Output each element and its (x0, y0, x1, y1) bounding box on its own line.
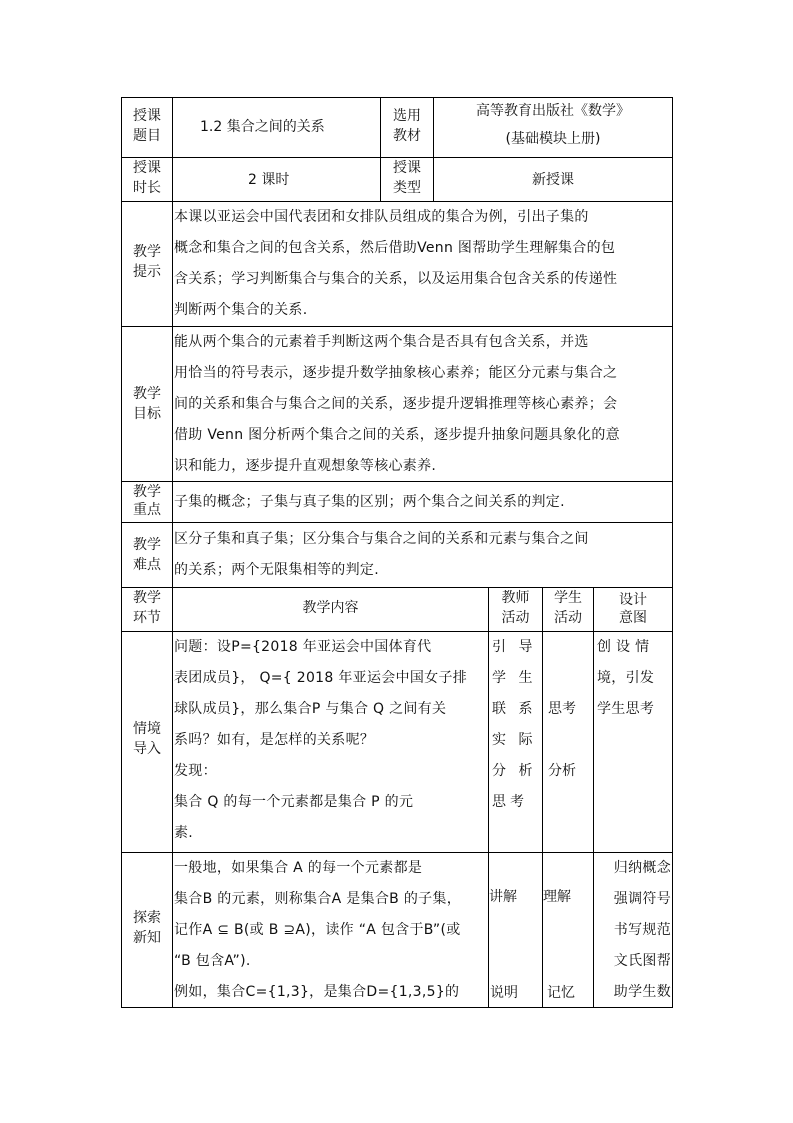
explore-student-2: 记忆 (547, 985, 575, 1001)
goals-text: 能从两个集合的元素着手判断这两个集合是否具有包含关系，并选 用恰当的符号表示，逐步提升数学抽象核心素养；能区分元素与集合之 间的关系和集合与集合之间的关系，逐步提升逻辑推理等核心素养；会 借助 Venn 图分析两个集合之间的关系，逐步提升抽象问题具象化的意 识和能力，逐步提升直观想象等核心素养. (174, 334, 620, 474)
explore-student-1: 理解 (543, 889, 571, 905)
duration-value: 2 课时 (248, 172, 290, 188)
intro-student-2: 分析 (548, 763, 576, 779)
goals-label: 教学 目标 (133, 386, 161, 422)
intro-content: 问题：设P={2018 年亚运会中国体育代 表团成员}， Q={ 2018 年亚运会中国女子排 球队成员}，那么集合P 与集合 Q 之间有关 系吗？如有，是怎样的关系呢？ 发现： 集合 Q 的每一个元素都是集合 P 的元 素. (174, 639, 468, 841)
intro-intent: 创 设 情 境，引发 学生思考 (597, 639, 655, 717)
explore-stage: 探索 新知 (133, 910, 161, 946)
teacher-header: 教师 活动 (501, 590, 530, 626)
difficulties-label: 教学 难点 (133, 537, 161, 573)
explore-intent: 归纳概念 强调符号 书写规范 文氏图帮 助学生数 (613, 860, 671, 1000)
tips-text: 本课以亚运会中国代表团和女排队员组成的集合为例，引出子集的 概念和集合之间的包含关系，然后借助Venn 图帮助学生理解集合的包 含关系；学习判断集合与集合的关系，以及运用集合包含关系的传递性 判断两个集合的关系. (174, 209, 618, 318)
topic-label: 授课 题目 (133, 108, 161, 144)
intro-student-1: 思考 (548, 701, 576, 717)
keypoints-label: 教学 重点 (133, 484, 161, 518)
explore-content: 一般地，如果集合 A 的每一个元素都是 集合B 的元素，则称集合A 是集合B 的子集， 记作A ⊆ B(或 B ⊇A)，读作 “A 包含于B”(或 “B 包含A”). 例如，集合C={1,3}，是集合D={1,3,5}的 (174, 860, 462, 1000)
intro-teacher: 引 导 学 生 联 系 实 际 分 析 思考 (492, 639, 537, 810)
explore-teacher-1: 讲解 (489, 889, 517, 905)
tips-label: 教学 提示 (133, 244, 161, 280)
keypoints-text: 子集的概念；子集与真子集的区别；两个集合之间关系的判定. (174, 494, 565, 510)
intro-student-cell (542, 631, 594, 853)
type-value: 新授课 (532, 172, 574, 188)
intro-stage: 情境 导入 (133, 721, 161, 757)
type-label: 授课 类型 (393, 160, 421, 196)
intent-header: 设计 意图 (619, 592, 647, 626)
duration-label: 授课 时长 (133, 160, 161, 196)
content-header: 教学内容 (302, 600, 359, 616)
topic-value: 1.2 集合之间的关系 (200, 119, 325, 135)
stage-header: 教学 环节 (133, 590, 161, 626)
textbook-label: 选用 教材 (393, 108, 421, 144)
textbook-value: 高等教育出版社《数学》 (基础模块上册) (476, 103, 630, 147)
student-header: 学生 活动 (554, 590, 582, 626)
difficulties-text: 区分子集和真子集；区分集合与集合之间的关系和元素与集合之间 的关系；两个无限集相等的判定. (174, 531, 589, 578)
explore-teacher-2: 说明 (490, 985, 518, 1001)
